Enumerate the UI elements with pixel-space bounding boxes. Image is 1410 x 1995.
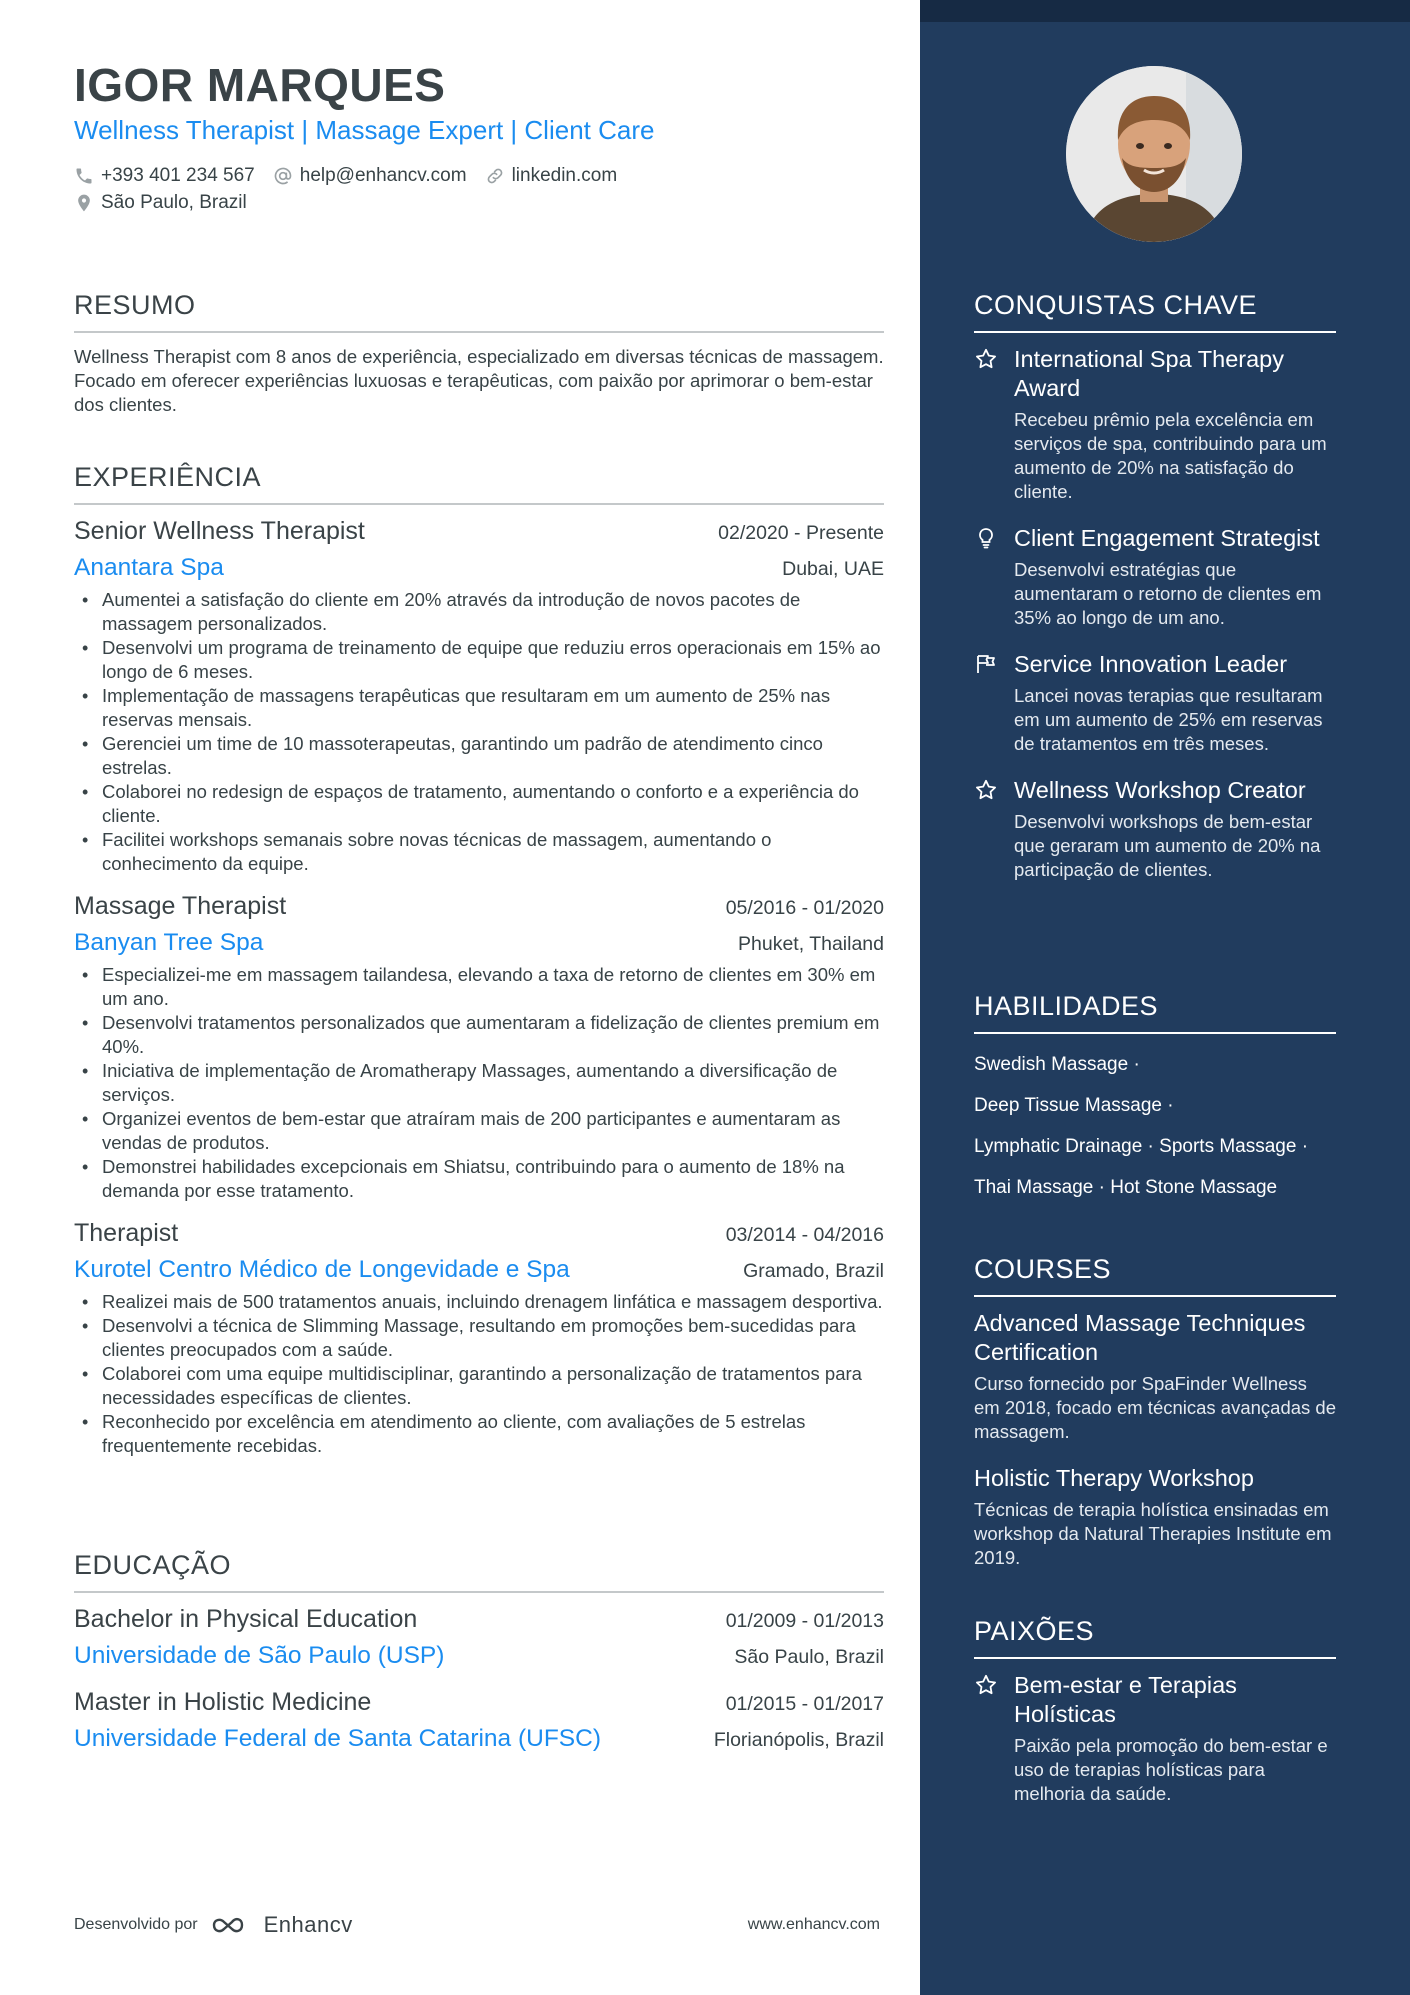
phone-text: +393 401 234 567	[101, 165, 255, 186]
courses-section	[974, 1254, 1336, 1570]
bullet-item: • Demonstrei habilidades excepcionais em Shiatsu, contribuindo para o aumento de 18% na demanda por esse tratamento.	[74, 1155, 884, 1203]
courses-title: COURSES	[974, 1254, 1336, 1297]
job-date: 03/2014 - 04/2016	[725, 1224, 884, 1246]
skills-list	[974, 1044, 1336, 1208]
education-date: 01/2009 - 01/2013	[725, 1610, 884, 1632]
summary-section	[74, 290, 884, 417]
job-location: Gramado, Brazil	[743, 1260, 884, 1282]
job-entry	[74, 892, 884, 1203]
achievement-desc: Desenvolvi estratégias que aumentaram o retorno de clientes em 35% ao longo de um ano.	[1014, 559, 1322, 628]
bullet-item: • Colaborei com uma equipe multidisciplinar, garantindo a personalização de tratamentos para necessidades específicas de clientes.	[74, 1362, 884, 1410]
education-date: 01/2015 - 01/2017	[725, 1693, 884, 1715]
flag-icon	[974, 652, 998, 676]
tagline: Wellness Therapist | Massage Expert | Client Care	[74, 115, 655, 145]
education-location: São Paulo, Brazil	[734, 1646, 884, 1668]
location-text: São Paulo, Brazil	[101, 192, 247, 213]
star-icon	[974, 1673, 998, 1697]
bullet-item: • Implementação de massagens terapêuticas que resultaram em um aumento de 25% nas reservas mensais.	[74, 684, 884, 732]
achievement-desc: Desenvolvi workshops de bem-estar que geraram um aumento de 20% na participação de clientes.	[1014, 811, 1321, 880]
star-icon	[974, 347, 998, 371]
candidate-name: IGOR MARQUES	[74, 59, 446, 111]
bullet-item: • Gerenciei um time de 10 massoterapeutas, garantindo um padrão de atendimento cinco estrelas.	[74, 732, 884, 780]
achievement-title: Wellness Workshop Creator	[1014, 777, 1306, 803]
bullet-item: • Desenvolvi tratamentos personalizados que aumentaram a fidelização de clientes premium em 40%.	[74, 1011, 884, 1059]
bullet-item: • Organizei eventos de bem-estar que atraíram mais de 200 participantes e aumentaram as vendas de produtos.	[74, 1107, 884, 1155]
achievement-title: Client Engagement Strategist	[1014, 525, 1320, 551]
lightbulb-icon	[974, 526, 998, 550]
job-title: Massage Therapist	[74, 892, 287, 920]
education-entry	[74, 1605, 884, 1670]
course-desc: Curso fornecido por SpaFinder Wellness em 2018, focado em técnicas avançadas de massagem.	[974, 1373, 1337, 1442]
summary-title: RESUMO	[74, 290, 884, 333]
achievements-title: CONQUISTAS CHAVE	[974, 290, 1336, 333]
job-entry	[74, 1219, 884, 1458]
education-title: EDUCAÇÃO	[74, 1550, 884, 1593]
passion-desc: Paixão pela promoção do bem-estar e uso de terapias holísticas para melhoria da saúde.	[1014, 1735, 1328, 1804]
degree-title: Bachelor in Physical Education	[74, 1605, 418, 1633]
degree-title: Master in Holistic Medicine	[74, 1688, 372, 1716]
job-date: 02/2020 - Presente	[718, 522, 884, 544]
job-location: Dubai, UAE	[782, 558, 884, 580]
location-contact	[74, 192, 247, 214]
contact-info	[74, 163, 635, 217]
achievement-item	[974, 345, 1336, 504]
passions-section	[974, 1616, 1336, 1806]
bullet-item: • Facilitei workshops semanais sobre novas técnicas de massagem, aumentando o conhecimento da equipe.	[74, 828, 884, 876]
bullet-item: • Desenvolvi um programa de treinamento de equipe que reduziu erros operacionais em 15% ao longo de 6 meses.	[74, 636, 884, 684]
achievement-item	[974, 776, 1336, 882]
sidebar	[920, 0, 1410, 1995]
job-title: Senior Wellness Therapist	[74, 517, 365, 545]
school-name: Universidade de São Paulo (USP)	[74, 1642, 445, 1669]
sidebar-top-bar	[920, 0, 1410, 22]
job-entry	[74, 517, 884, 876]
job-title: Therapist	[74, 1219, 179, 1247]
achievement-title: Service Innovation Leader	[1014, 651, 1288, 677]
achievement-item	[974, 524, 1336, 630]
course-title: Holistic Therapy Workshop	[974, 1465, 1254, 1491]
bullet-item: • Iniciativa de implementação de Aromatherapy Massages, aumentando a diversificação de serviços.	[74, 1059, 884, 1107]
passion-item	[974, 1671, 1336, 1806]
job-bullets	[74, 963, 884, 1203]
footer	[74, 1912, 880, 1938]
experience-section	[74, 462, 884, 1458]
achievements-section	[974, 290, 1336, 882]
linkedin-text: linkedin.com	[511, 165, 618, 186]
passions-title: PAIXÕES	[974, 1616, 1336, 1659]
bullet-item: • Realizei mais de 500 tratamentos anuais, incluindo drenagem linfática e massagem desportiva.	[74, 1290, 884, 1314]
email-contact[interactable]	[273, 165, 467, 187]
skills-section	[974, 991, 1336, 1208]
summary-text: Wellness Therapist com 8 anos de experiência, especializado em diversas técnicas de massagem. Focado em oferecer experiências luxuosas e terapêuticas, com paixão por aprimorar o bem-estar dos clientes.	[74, 346, 884, 415]
education-section	[74, 1550, 884, 1753]
bullet-item: • Reconhecido por excelência em atendimento ao cliente, com avaliações de 5 estrelas frequentemente recebidas.	[74, 1410, 884, 1458]
education-location: Florianópolis, Brazil	[713, 1729, 884, 1751]
bullet-item: • Colaborei no redesign de espaços de tratamento, aumentando o conforto e a experiência do cliente.	[74, 780, 884, 828]
star-icon	[974, 778, 998, 802]
company-name: Anantara Spa	[74, 554, 224, 581]
course-desc: Técnicas de terapia holística ensinadas em workshop da Natural Therapies Institute em 2019.	[974, 1499, 1332, 1568]
website-link[interactable]: www.enhancv.com	[747, 1916, 880, 1933]
linkedin-contact[interactable]	[485, 165, 618, 187]
job-location: Phuket, Thailand	[738, 933, 884, 955]
skill-line: Thai Massage · Hot Stone Massage	[974, 1177, 1278, 1198]
job-date: 05/2016 - 01/2020	[725, 897, 884, 919]
achievement-title: International Spa Therapy Award	[1014, 346, 1284, 401]
course-title: Advanced Massage Techniques Certification	[974, 1310, 1306, 1365]
achievement-desc: Lancei novas terapias que resultaram em um aumento de 25% em reservas de tratamentos em três meses.	[1014, 685, 1323, 754]
enhancv-logo-icon	[210, 1913, 256, 1937]
phone-contact[interactable]	[74, 165, 255, 187]
brand-name: Enhancv	[263, 1912, 353, 1937]
company-name: Kurotel Centro Médico de Longevidade e Spa	[74, 1256, 570, 1283]
bullet-item: • Especializei-me em massagem tailandesa, elevando a taxa de retorno de clientes em 30% em um ano.	[74, 963, 884, 1011]
education-entry	[74, 1688, 884, 1753]
skill-line: Lymphatic Drainage · Sports Massage ·	[974, 1136, 1309, 1157]
experience-title: EXPERIÊNCIA	[74, 462, 884, 505]
phone-icon	[74, 166, 94, 186]
avatar	[1066, 66, 1242, 242]
passion-title: Bem-estar e Terapias Holísticas	[1014, 1672, 1237, 1727]
skill-line: Deep Tissue Massage ·	[974, 1095, 1174, 1116]
job-bullets	[74, 588, 884, 876]
powered-by-text: Desenvolvido por	[74, 1916, 198, 1933]
link-icon	[485, 166, 505, 186]
email-text: help@enhancv.com	[299, 165, 467, 186]
at-icon	[273, 166, 293, 186]
achievement-item	[974, 650, 1336, 756]
company-name: Banyan Tree Spa	[74, 929, 264, 956]
job-bullets	[74, 1290, 884, 1458]
achievement-desc: Recebeu prêmio pela excelência em serviços de spa, contribuindo para um aumento de 20% na satisfação do cliente.	[1014, 409, 1327, 502]
skill-line: Swedish Massage ·	[974, 1054, 1140, 1075]
skills-title: HABILIDADES	[974, 991, 1336, 1034]
bullet-item: • Desenvolvi a técnica de Slimming Massage, resultando em promoções bem-sucedidas para clientes preocupados com a saúde.	[74, 1314, 884, 1362]
location-pin-icon	[74, 193, 94, 213]
bullet-item: • Aumentei a satisfação do cliente em 20% através da introdução de novos pacotes de massagem personalizados.	[74, 588, 884, 636]
school-name: Universidade Federal de Santa Catarina (UFSC)	[74, 1725, 601, 1752]
